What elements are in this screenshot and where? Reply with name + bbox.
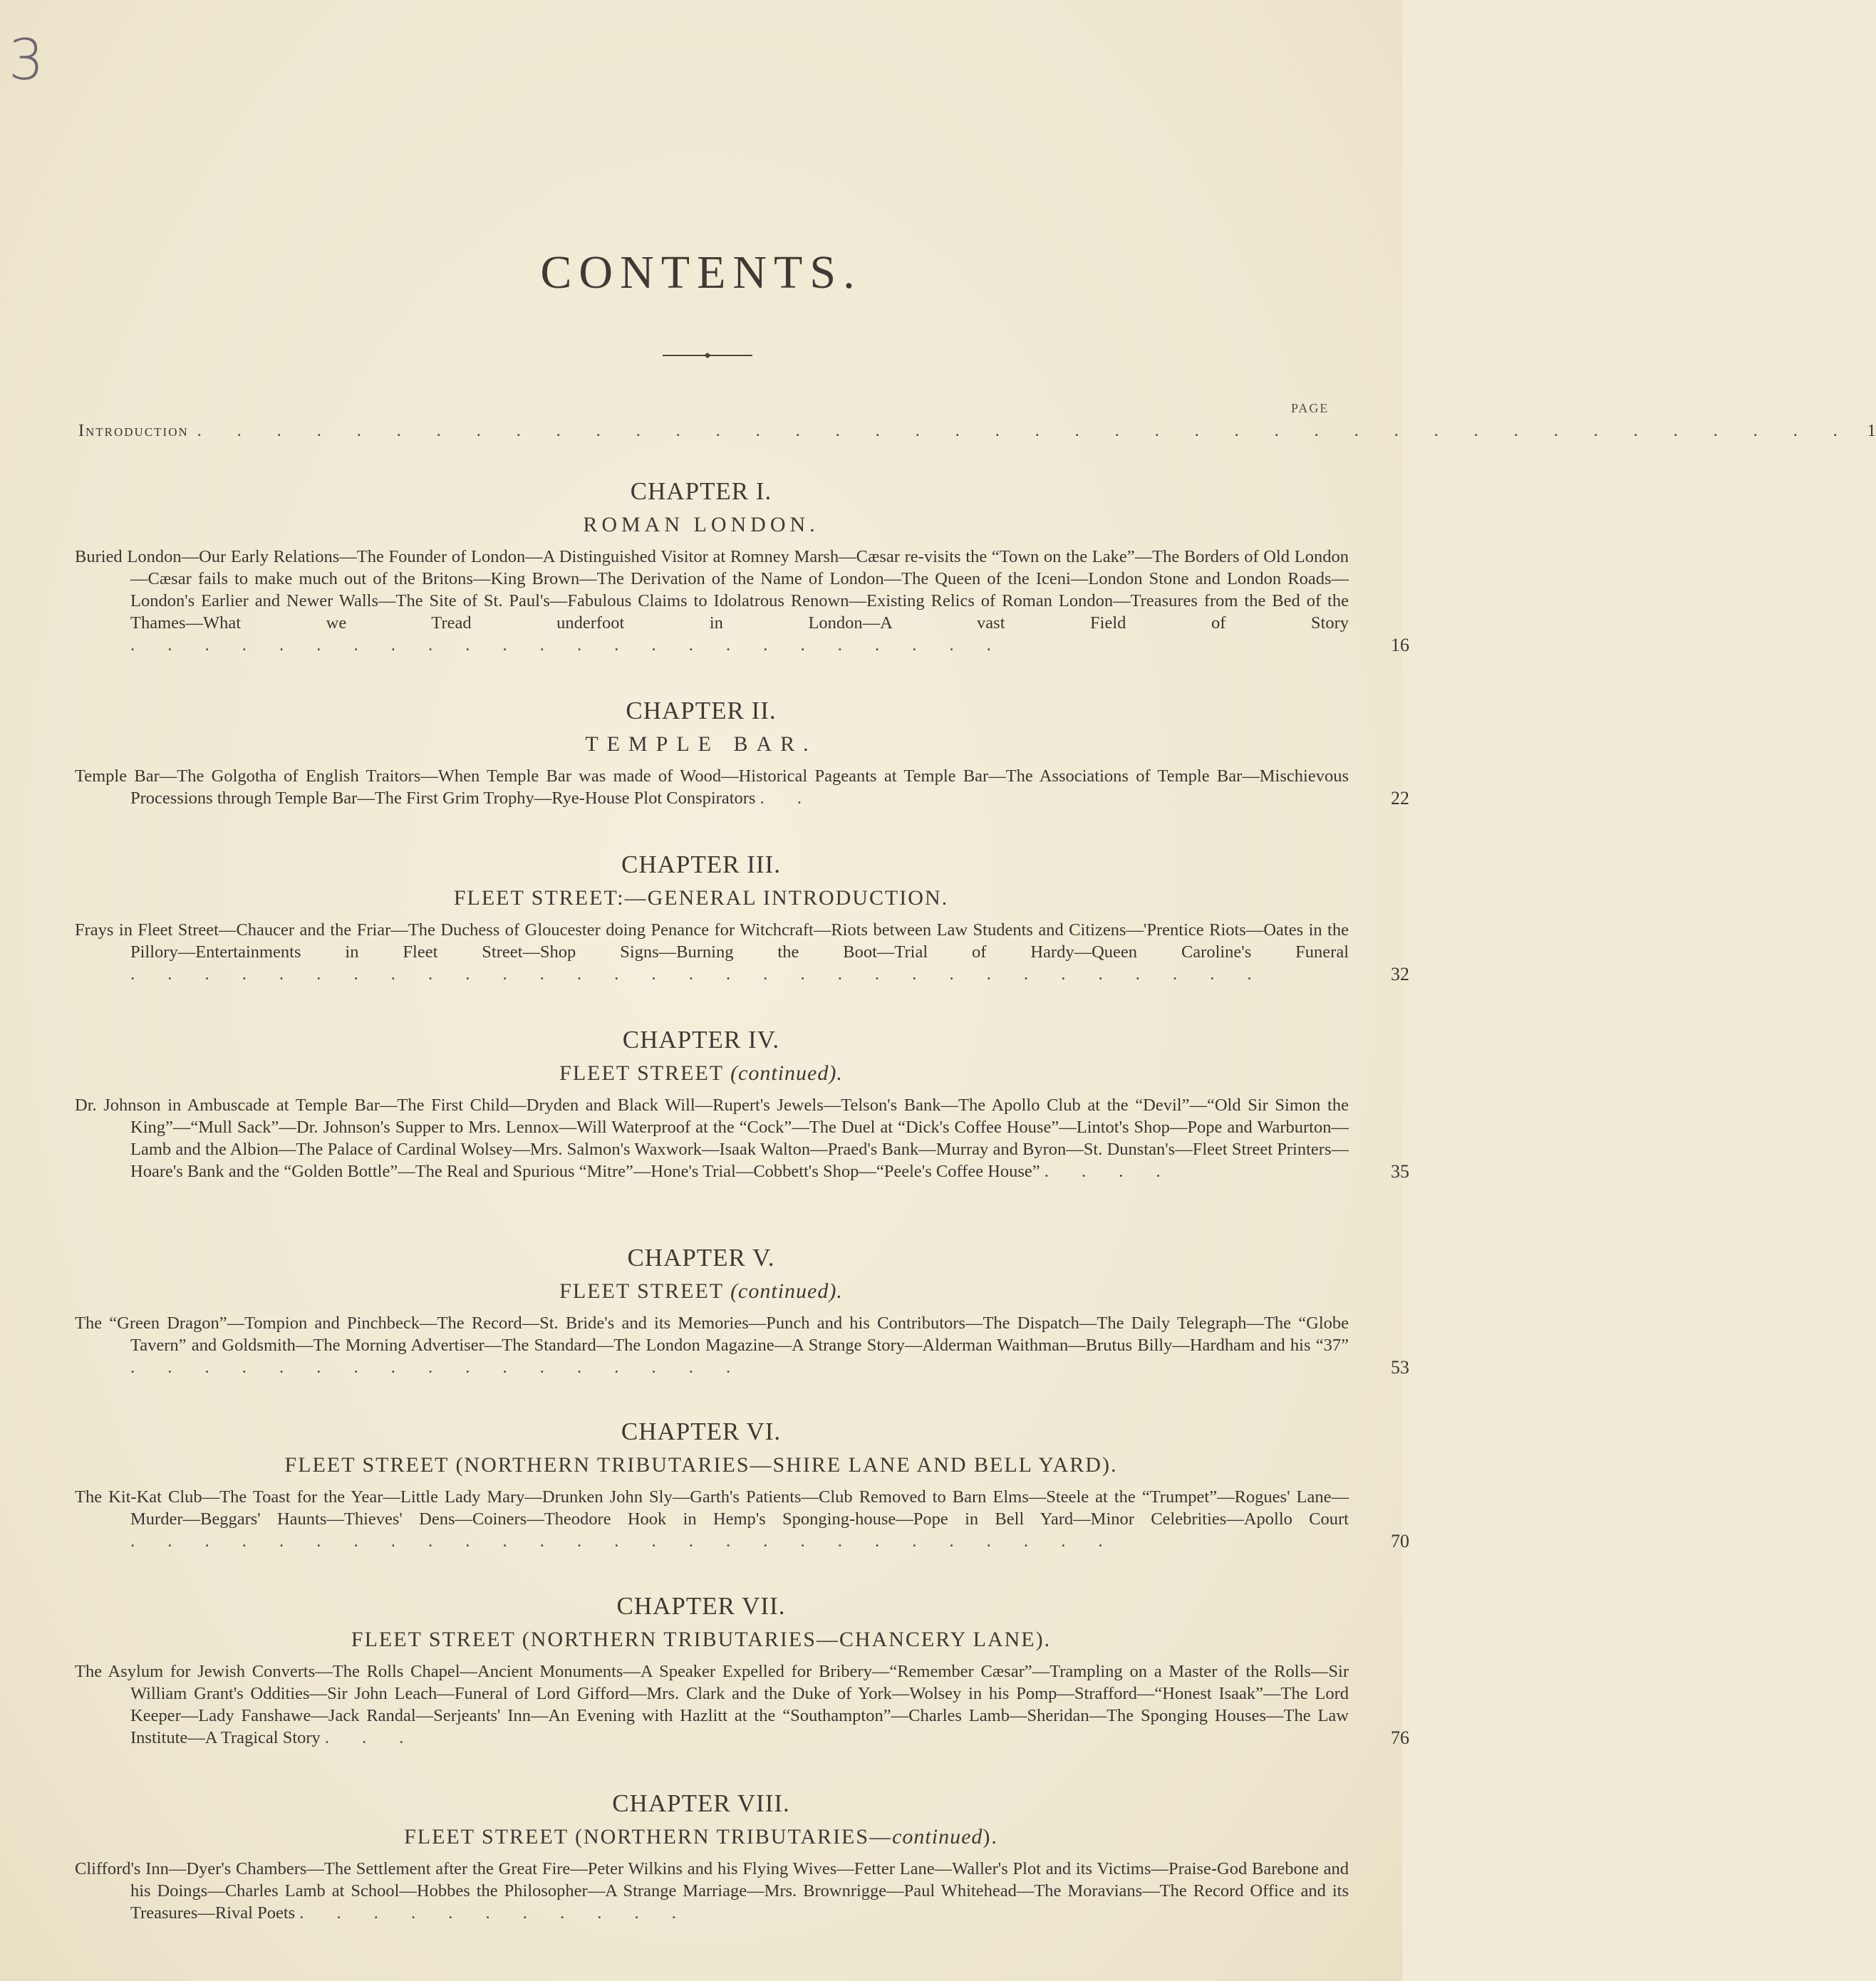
chapter-summary: Temple Bar—The Golgotha of English Traitors—When Temple Bar was made of Wood—Historical Pageants at Temple Bar—The Associations of Temple Bar—Mischievous Processions through Temple Bar—The First Grim Trophy—Rye-House Plot Conspirators: [75, 766, 1349, 808]
chapter-page: 70: [1391, 1531, 1409, 1551]
chapter-summary: Frays in Fleet Street—Chaucer and the Friar—The Duchess of Gloucester doing Penance for Witchcraft—Riots between Law Students and Citizens—'Prentice Riots—Oates in the Pillory—Entertainments in Fleet Street—Shop Signs—Burning the Boot—Trial of Hardy—Queen Caroline's Funeral: [75, 920, 1349, 962]
chapter-4: [0, 1026, 1409, 1182]
chapter-heading: CHAPTER VI.: [621, 1418, 782, 1445]
page-column-label: PAGE: [1291, 401, 1330, 415]
chapter-subtitle: FLEET STREET (NORTHERN TRIBUTARIES—SHIRE LANE AND BELL YARD).: [284, 1453, 1118, 1477]
chapter-subtitle-continued: continued: [892, 1825, 983, 1849]
chapter-summary: The Asylum for Jewish Converts—The Rolls Chapel—Ancient Monuments—A Speaker Expelled for Bribery—“Remember Cæsar”—Trampling on a Master of the Rolls—Sir William Grant's Oddities—Sir John Leach—Funeral of Lord Gifford—Mrs. Clark and the Duke of York—Wolsey in his Pomp—Strafford—“Honest Isaak”—The Lord Keeper—Lady Fanshawe—Jack Randal—Serjeants' Inn—An Evening with Hazlitt at the “Southampton”—Charles Lamb—Sheridan—The Sponging Houses—The Law Institute—A Tragical Story: [75, 1662, 1349, 1747]
chapter-page: 32: [1391, 964, 1409, 984]
leader-dots: . . . . . . . . . . . . . . . . .: [130, 1358, 745, 1377]
chapter-subtitle: [0, 1279, 1402, 1304]
chapter-subtitle-continued: (continued).: [730, 1061, 843, 1085]
chapter-subtitle: ROMAN LONDON.: [583, 513, 819, 536]
pencil-mark: 3: [9, 28, 44, 93]
chapter-subtitle-main: FLEET STREET: [559, 1279, 724, 1303]
chapter-entry[interactable]: [75, 1094, 1409, 1182]
chapter-entry[interactable]: [75, 1312, 1409, 1378]
ornament-divider: [663, 352, 752, 359]
chapter-8: [0, 1789, 1402, 1924]
leader-dots: . . . . . . . . . . . . . . . . . . . . . . . . . . . . . . . . . . . . . . . . . .: [197, 422, 1853, 440]
chapter-1: [0, 477, 1409, 656]
chapter-7: [0, 1592, 1409, 1749]
chapter-subtitle-continued: (continued).: [730, 1279, 843, 1303]
chapter-summary: Dr. Johnson in Ambuscade at Temple Bar—The First Child—Dryden and Black Will—Rupert's Jewels—Telson's Bank—The Apollo Club at the “Devil”—“Old Sir Simon the King”—“Mull Sack”—Dr. Johnson's Supper to Mrs. Lennox—Will Waterproof at the “Cock”—The Duel at “Dick's Coffee House”—Lintot's Shop—Pope and Warburton—Lamb and the Albion—The Palace of Cardinal Wolsey—Mrs. Salmon's Waxwork—Isaak Walton—Praed's Bank—Murray and Byron—St. Dunstan's—Fleet Street Printers—Hoare's Bank and the “Golden Bottle”—The Real and Spurious “Mitre”—Hone's Trial—Cobbett's Shop—“Peele's Coffee House”: [75, 1096, 1349, 1181]
chapter-3: [0, 851, 1409, 985]
leader-dots: . . . . . . . . . . . . . . . . . . . . . . . .: [130, 635, 1005, 655]
chapter-summary: Buried London—Our Early Relations—The Founder of London—A Distinguished Visitor at Romney Marsh—Cæsar re-visits the “Town on the Lake”—The Borders of Old London—Cæsar fails to make much out of the Britons—King Brown—The Derivation of the Name of London—The Queen of the Iceni—London Stone and London Roads—London's Earlier and Newer Walls—The Site of St. Paul's—Fabulous Claims to Idolatrous Renown—Existing Relics of Roman London—Treasures from the Bed of the Thames—What we Tread underfoot in London—A vast Field of Story: [75, 547, 1349, 633]
chapter-page: 35: [1391, 1161, 1409, 1182]
chapter-2: [0, 697, 1409, 809]
chapter-heading: CHAPTER III.: [621, 851, 781, 878]
chapter-page: 76: [1391, 1727, 1409, 1748]
introduction-entry[interactable]: [78, 422, 1876, 447]
chapter-entry[interactable]: [75, 1486, 1409, 1552]
introduction-page: 1: [1867, 422, 1876, 440]
leader-dots: . . .: [324, 1728, 418, 1747]
leader-dots: . . . . . . . . . . . . . . . . . . . . . . . . . . . . . . .: [130, 964, 1266, 984]
chapter-entry[interactable]: [75, 765, 1409, 809]
chapter-6: [0, 1418, 1409, 1552]
chapter-summary: The Kit-Kat Club—The Toast for the Year—Little Lady Mary—Drunken John Sly—Garth's Patients—Club Removed to Barn Elms—Steele at the “Trumpet”—Rogues' Lane—Murder—Beggars' Haunts—Thieves' Dens—Coiners—Theodore Hook in Hemp's Sponging-house—Pope in Bell Yard—Minor Celebrities—Apollo Court: [75, 1487, 1349, 1529]
chapter-subtitle-main: FLEET STREET (NORTHERN TRIBUTARIES—: [404, 1825, 893, 1849]
chapter-entry[interactable]: [75, 1858, 1349, 1924]
chapter-summary: Clifford's Inn—Dyer's Chambers—The Settlement after the Great Fire—Peter Wilkins and his Flying Wives—Fetter Lane—Waller's Plot and its Victims—Praise-God Barebone and his Doings—Charles Lamb at School—Hobbes the Philosopher—A Strange Marriage—Mrs. Brownrigge—Paul Whitehead—The Moravians—The Record Office and its Treasures—Rival Poets: [75, 1859, 1349, 1923]
chapter-subtitle-main: FLEET STREET: [559, 1061, 724, 1085]
chapter-entry[interactable]: [75, 546, 1409, 656]
chapter-page: 53: [1391, 1357, 1409, 1378]
page-title: CONTENTS.: [540, 246, 862, 298]
chapter-heading: CHAPTER VII.: [616, 1592, 786, 1620]
chapter-heading: CHAPTER VIII.: [612, 1789, 790, 1817]
chapter-summary: The “Green Dragon”—Tompion and Pinchbeck—The Record—St. Bride's and its Memories—Punch and his Contributors—The Dispatch—The Daily Telegraph—The “Globe Tavern” and Goldsmith—The Morning Advertiser—The Standard—The London Magazine—A Strange Story—Alderman Waithman—Brutus Billy—Hardham and his “37”: [75, 1314, 1349, 1355]
chapter-entry[interactable]: [75, 1660, 1409, 1749]
chapter-subtitle: FLEET STREET (NORTHERN TRIBUTARIES—CHANCERY LANE).: [351, 1628, 1052, 1651]
leader-dots: . . . . . . . . . . . . . . . . . . . . . . . . . . .: [130, 1532, 1117, 1551]
chapter-subtitle-tail: ).: [983, 1825, 998, 1849]
leader-dots: . . . . . . . . . . .: [299, 1903, 690, 1923]
chapter-subtitle: [0, 1061, 1402, 1086]
chapter-entry[interactable]: [75, 919, 1409, 985]
chapter-heading: CHAPTER V.: [627, 1244, 775, 1272]
chapter-subtitle: [0, 1825, 1402, 1849]
chapter-subtitle: TEMPLE BAR.: [585, 732, 817, 756]
leader-dots: . .: [760, 789, 816, 808]
chapter-page: 22: [1391, 788, 1409, 808]
leader-dots: . . . .: [1044, 1162, 1175, 1181]
chapter-subtitle: FLEET STREET:—GENERAL INTRODUCTION.: [453, 886, 949, 910]
chapter-page: 16: [1391, 635, 1409, 655]
chapter-heading: CHAPTER IV.: [622, 1026, 780, 1054]
chapter-5: [0, 1244, 1409, 1378]
chapter-heading: CHAPTER I.: [630, 477, 772, 505]
chapter-heading: CHAPTER II.: [626, 697, 777, 724]
introduction-label: Introduction: [78, 422, 189, 440]
